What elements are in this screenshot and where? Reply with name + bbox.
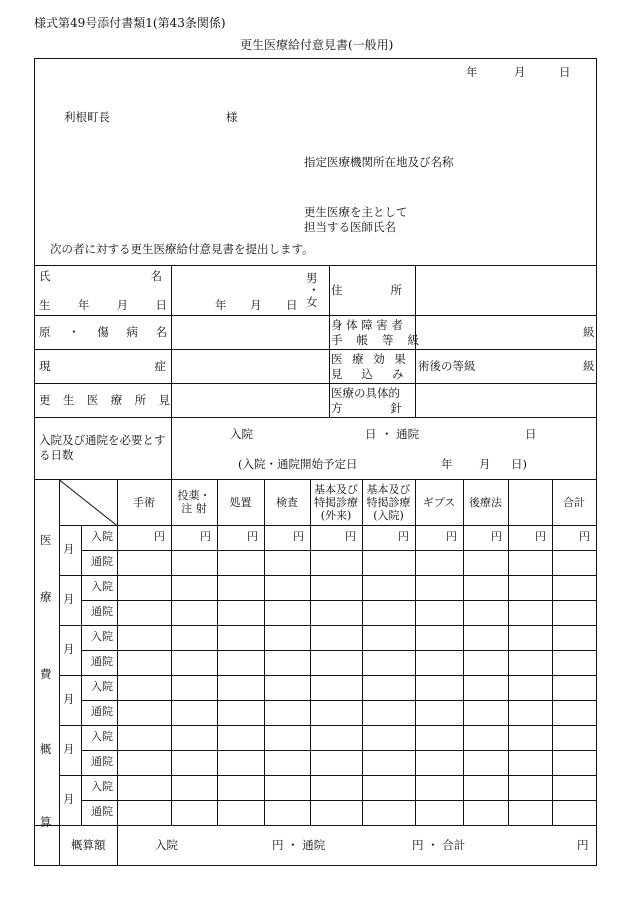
disease-label-1: 原	[39, 325, 51, 339]
column-header: 手術	[133, 495, 155, 509]
table-row-rule	[81, 550, 596, 551]
row-outpatient-label: 通院	[91, 755, 113, 768]
post-op-grade-label: 術後の等級	[418, 359, 476, 373]
table-row-rule	[81, 650, 596, 651]
estimate-inpatient-label: 入院	[155, 838, 178, 852]
estimate-yen-unit: 円	[577, 838, 589, 852]
month-label: 月	[63, 642, 75, 656]
start-day: 日)	[511, 457, 527, 471]
table-header-rule	[59, 525, 596, 526]
row-outpatient-label: 通院	[91, 705, 113, 718]
sex-female: 女	[306, 295, 318, 309]
table-row-rule	[81, 750, 596, 751]
cost-column-rule	[508, 479, 509, 825]
cost-column-rule	[463, 479, 464, 825]
row-inpatient-label: 入院	[91, 630, 113, 643]
disease-label-5: 名	[155, 325, 167, 339]
month-column-rule	[81, 525, 82, 825]
addressee: 利根町長	[64, 110, 110, 124]
table-row-rule	[59, 775, 596, 776]
month-label: 月	[63, 592, 75, 606]
grade-unit: 級	[583, 325, 595, 339]
table-row-rule	[81, 600, 596, 601]
header-diagonal	[58, 479, 117, 526]
yen-unit: 円	[247, 530, 258, 543]
document-title: 更生医療給付意見書(一般用)	[240, 38, 394, 52]
plan-label-2: 方針	[331, 401, 450, 415]
cost-column-rule	[264, 479, 265, 825]
cost-column-rule	[171, 479, 172, 825]
opinion-label: 更生医療所見	[39, 393, 183, 407]
row-outpatient-label: 通院	[91, 655, 113, 668]
row-inpatient-label: 入院	[91, 730, 113, 743]
days-inpatient-unit: 日	[365, 427, 377, 441]
start-date-label: (入院・通院開始予定日	[238, 457, 358, 471]
disease-label-4: 病	[126, 325, 138, 339]
birth-label-3: 月	[116, 298, 129, 312]
month-label: 月	[63, 692, 75, 706]
cost-column-rule	[217, 479, 218, 825]
month-label: 月	[63, 542, 75, 556]
birth-label-4: 日	[155, 298, 167, 312]
row-inpatient-label: 入院	[91, 780, 113, 793]
plan-label-1: 医療の具体的	[331, 386, 400, 400]
yen-unit: 円	[154, 530, 165, 543]
row-outpatient-label: 通院	[91, 605, 113, 618]
opinion-form	[34, 58, 597, 866]
institution-label: 指定医療機関所在地及び名称	[304, 155, 454, 169]
date-day-label: 日	[559, 65, 571, 79]
name-label-text: 氏名	[39, 269, 262, 283]
month-label: 月	[63, 792, 75, 806]
birth-label-1: 生	[39, 298, 51, 312]
column-header: 後療法	[469, 495, 502, 509]
days-outpatient-label: ・ 通院	[381, 427, 420, 441]
birth-label-2: 年	[77, 298, 90, 312]
table-row-rule	[59, 625, 596, 626]
yen-unit: 円	[446, 530, 457, 543]
cost-column-rule	[415, 479, 416, 825]
honorific: 様	[226, 110, 238, 124]
table-row-rule	[81, 700, 596, 701]
yen-unit: 円	[345, 530, 356, 543]
estimate-total-label: 円 ・ 合計	[412, 838, 466, 852]
doctor-label-line2: 担当する医師氏名	[304, 220, 396, 234]
sex-male: 男	[306, 271, 318, 285]
yen-unit: 円	[200, 530, 211, 543]
month-label: 月	[63, 742, 75, 756]
cost-column-rule	[310, 479, 311, 825]
column-header: 基本及び 特掲診療 (外来)	[314, 482, 358, 522]
days-label-line2: る日数	[39, 448, 74, 462]
column-header: ギプス	[422, 495, 456, 509]
effect-label-2: 見込み	[331, 367, 423, 381]
column-header: 処置	[229, 495, 252, 509]
side-label-char: 療	[40, 590, 52, 604]
cost-column-rule	[117, 479, 118, 865]
row-inpatient-label: 入院	[91, 580, 113, 593]
column-header: 基本及び 特掲診療 (入院)	[366, 482, 411, 522]
estimate-outpatient-label: 円 ・ 通院	[272, 838, 326, 852]
side-label-char: 費	[40, 667, 52, 681]
yen-unit: 円	[491, 530, 502, 543]
row-inpatient-label: 入院	[91, 680, 113, 693]
cost-column-rule	[552, 479, 553, 825]
form-number: 様式第49号添付書類1(第43条関係)	[34, 16, 226, 30]
sex-dot: ・	[308, 283, 320, 297]
days-outpatient-unit: 日	[525, 427, 537, 441]
side-label-char: 概	[40, 742, 52, 756]
table-bottom-rule	[35, 825, 596, 826]
column-header: 検査	[276, 495, 298, 509]
estimate-label: 概算額	[71, 838, 106, 852]
certificate-label-1: 身体障害者	[331, 318, 407, 332]
doctor-label-line1: 更生医療を主として	[304, 205, 408, 219]
birth-month: 月	[250, 298, 262, 312]
post-op-grade-unit: 級	[583, 359, 595, 373]
yen-unit: 円	[398, 530, 409, 543]
table-row-rule	[59, 675, 596, 676]
column-header: 投薬・ 注 射	[177, 489, 211, 515]
row-outpatient-label: 通院	[91, 805, 113, 818]
date-year-label: 年	[466, 65, 478, 79]
days-label-line1: 入院及び通院を必要とす	[39, 433, 166, 447]
certificate-label-2: 手帳等級	[331, 333, 433, 347]
date-month-label: 月	[514, 65, 526, 79]
side-column-rule	[59, 479, 60, 865]
condition-label: 現症	[39, 359, 270, 373]
yen-unit: 円	[579, 530, 590, 543]
start-year: 年	[441, 457, 453, 471]
yen-unit: 円	[293, 530, 304, 543]
days-inpatient-label: 入院	[230, 427, 253, 441]
submit-statement: 次の者に対する更生医療給付意見書を提出します。	[50, 242, 314, 256]
disease-label-3: 傷	[97, 325, 109, 339]
birth-year: 年	[215, 298, 227, 312]
side-label-char: 算	[40, 815, 52, 829]
row-inpatient-label: 入院	[91, 530, 113, 543]
table-row-rule	[59, 575, 596, 576]
cost-column-rule	[362, 479, 363, 825]
birth-day: 日	[286, 298, 298, 312]
side-label-char: 医	[40, 533, 52, 547]
cost-table	[35, 59, 596, 865]
table-row-rule	[59, 725, 596, 726]
yen-unit: 円	[535, 530, 546, 543]
start-month: 月	[479, 457, 491, 471]
row-outpatient-label: 通院	[91, 555, 113, 568]
disease-label-2: ・	[68, 325, 80, 339]
address-label: 住所	[331, 283, 450, 297]
table-row-rule	[81, 800, 596, 801]
column-header: 合計	[563, 495, 585, 509]
effect-label-1: 医療効果	[331, 352, 416, 366]
